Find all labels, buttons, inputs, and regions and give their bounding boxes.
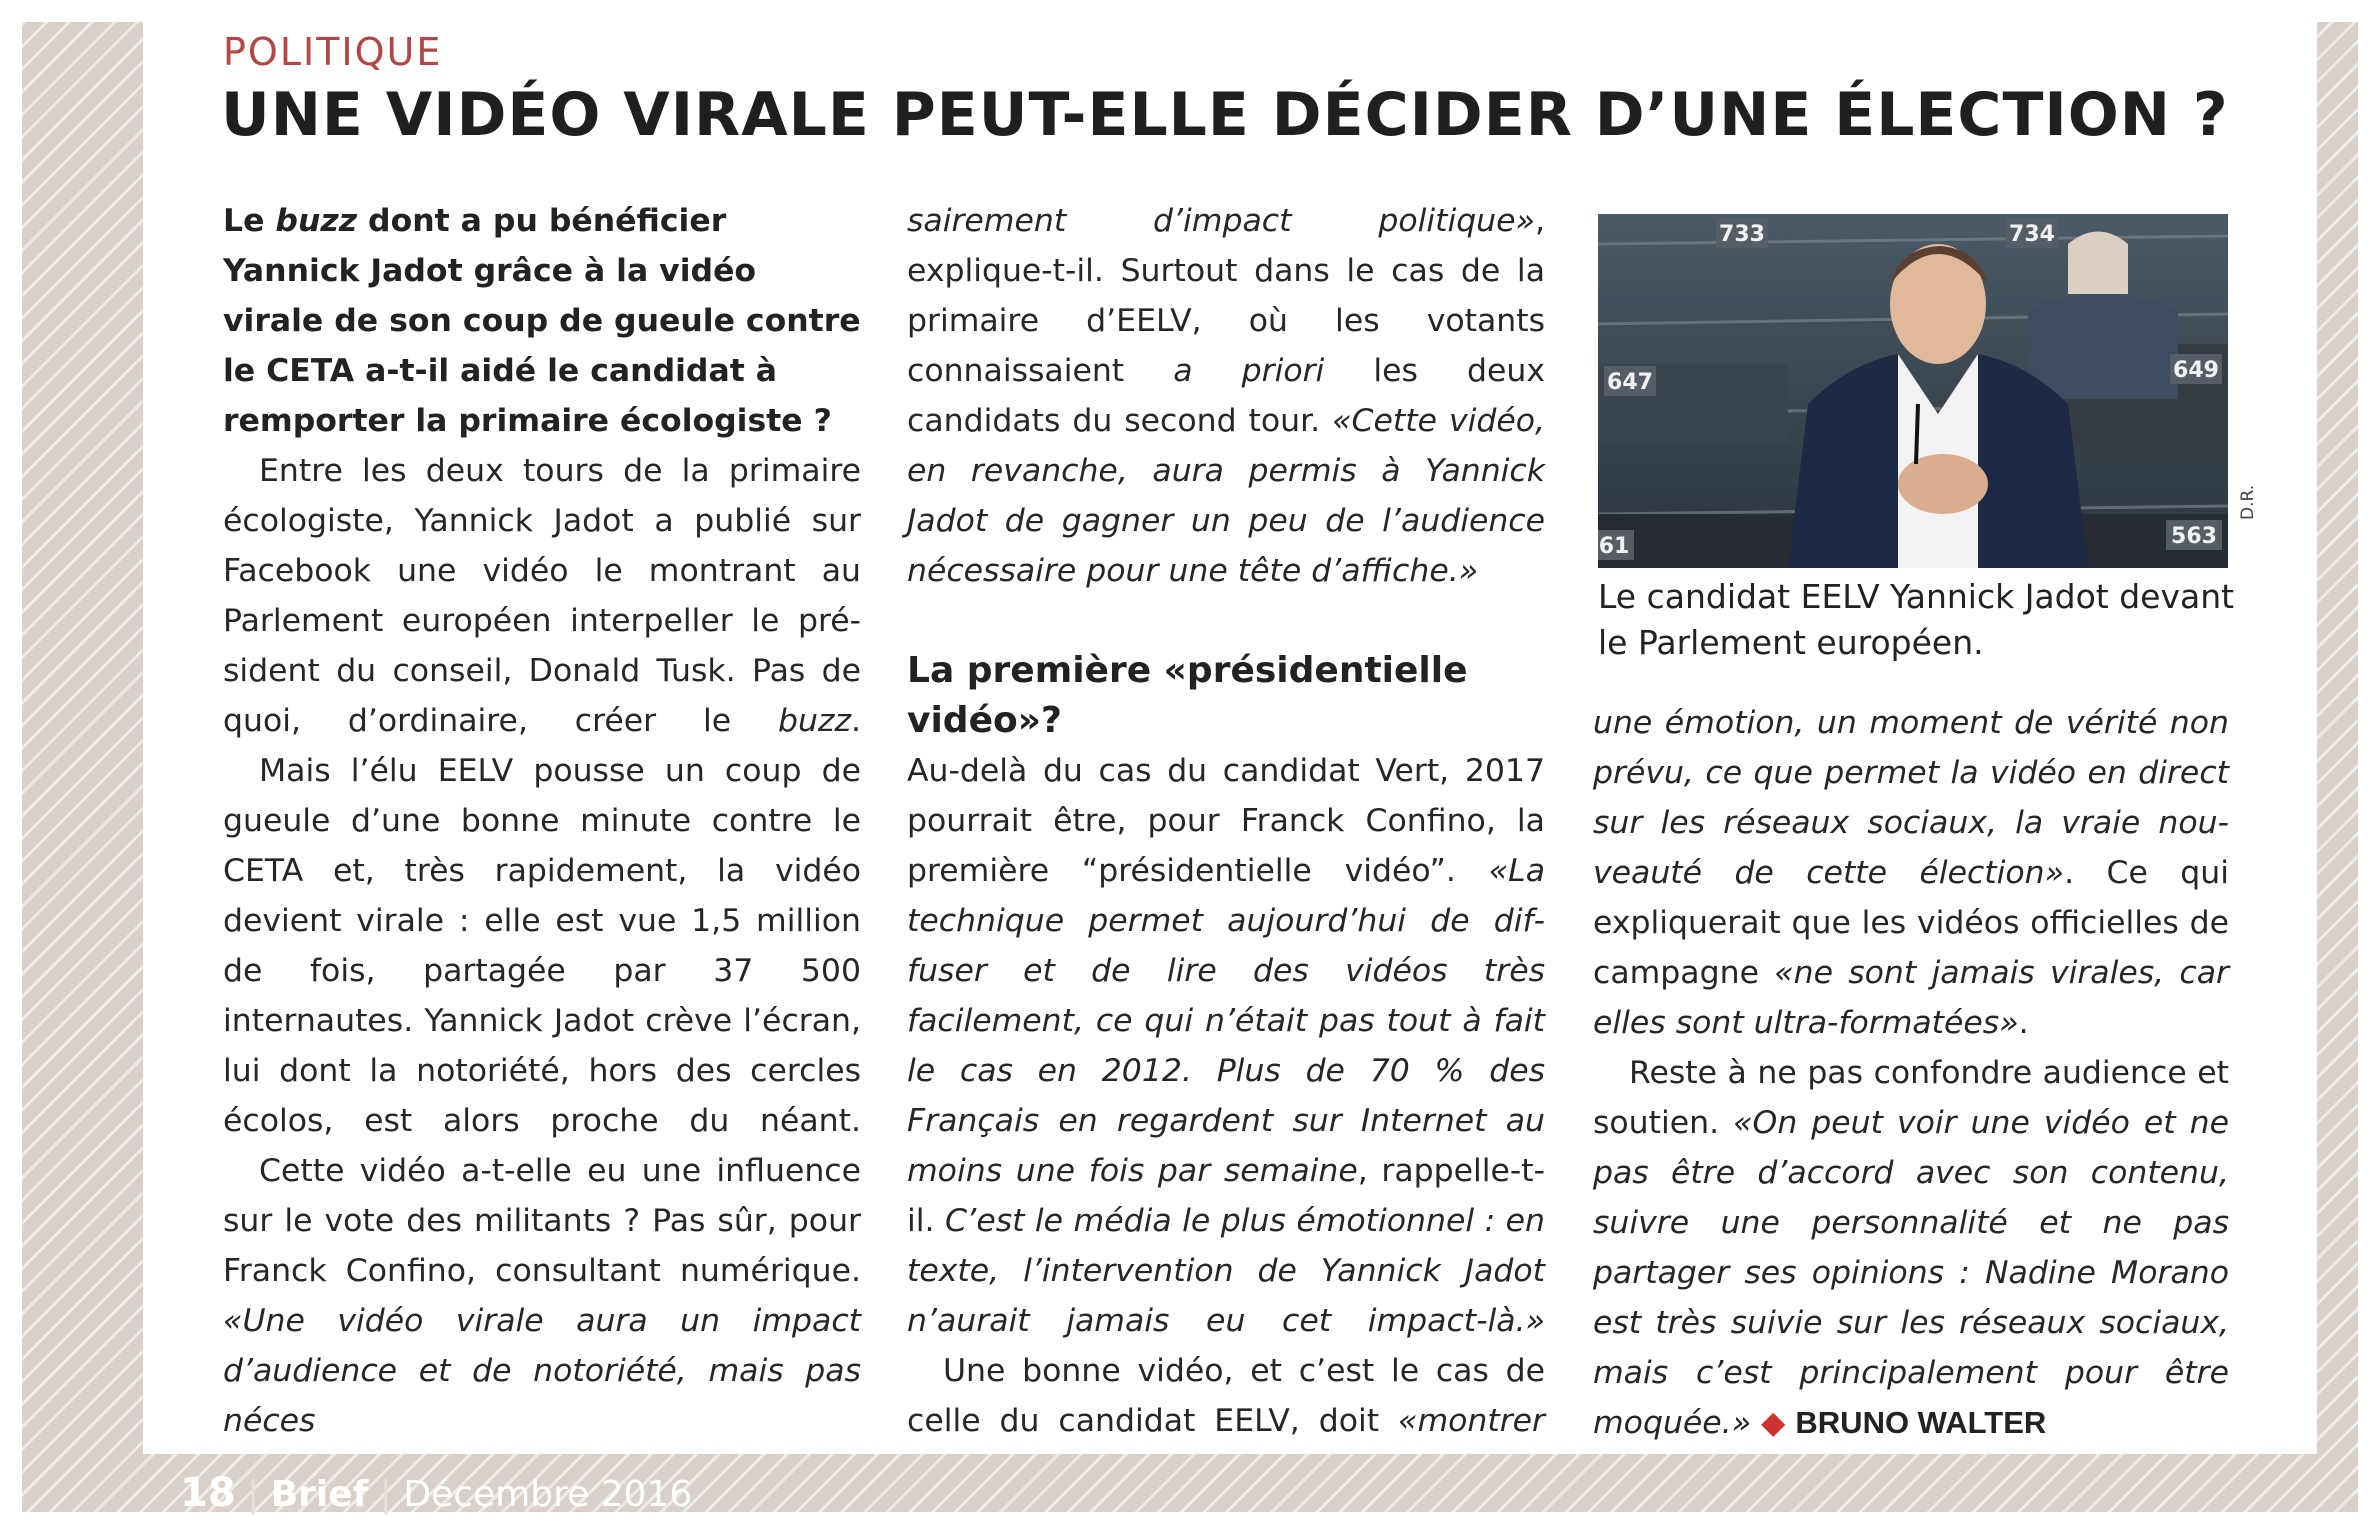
- article-subhead: La première «présidentielle vidéo»?: [907, 650, 1468, 741]
- paragraph-6: [1593, 1048, 2229, 1448]
- seat-number: 647: [1607, 370, 1653, 395]
- author-byline: BRUNO WALTER: [1795, 1405, 2047, 1440]
- paragraph-3-start: Cette vidéo a-t-elle eu une influence sur le vote des militants ? Pas sûr, pour Franck Confino, consultant numérique. «Une vidéo virale aura un impact d’audience et de notoriété, mais pas néces: [223, 1153, 861, 1439]
- seat-number: 733: [1719, 222, 1765, 247]
- paragraph-1: Entre les deux tours de la primaire écologiste, Yannick Jadot a publié sur Facebook une vidéo le montrant au Parlement européen interpeller le président du conseil, Donald Tusk. Pas de quoi, d’ordinaire, créer le buzz.: [223, 453, 861, 739]
- column-2: [907, 196, 1545, 1446]
- article-photo: [1598, 214, 2228, 568]
- page-number: 18: [180, 1470, 236, 1516]
- seat-number: 734: [2009, 222, 2055, 247]
- magazine-name: Brief: [270, 1474, 369, 1515]
- seat-number: 61: [1598, 534, 1630, 559]
- section-rubric: POLITIQUE: [223, 30, 443, 74]
- paragraph-6-text: Reste à ne pas confondre audience et soutien. «On peut voir une vidéo et ne pas être d’accord avec son contenu, suivre une personnalité et ne pas partager ses opinions : Nadine Morano est très suivie sur les réseaux sociaux, mais c’est principalement pour être moquée.»: [1593, 1055, 2229, 1441]
- issue-date: Décembre 2016: [403, 1474, 693, 1515]
- paragraph-4: Au-delà du cas du candidat Vert, 2017 pourrait être, pour Franck Confino, la première “présidentielle vidéo”. «La technique permet aujourd’hui de diffuser et de lire des vidéos très facilement, ce qui n’était pas tout à fait le cas en 2012. Plus de 70 % des Français en regardent sur Internet au moins une fois par semaine, rappelle-t-il. C’est le média le plus émotionnel : en texte, l’intervention de Yannick Jadot n’aurait jamais eu cet impact-là.»: [907, 753, 1546, 1339]
- article-headline: UNE VIDÉO VIRALE PEUT-ELLE DÉCIDER D’UNE ÉLECTION ?: [221, 80, 2229, 150]
- seat-number: 563: [2171, 524, 2217, 549]
- paragraph-3-end: sairement d’impact politique», explique-t-il. Surtout dans le cas de la primaire d’EELV, où les votants connaissaient a priori les deux candidats du second tour. «Cette vidéo, en revanche, aura permis à Yannick Jadot de gagner un peu de l’audience nécessaire pour une tête d’affiche.»: [907, 203, 1545, 589]
- seat-number: 649: [2173, 358, 2219, 383]
- paragraph-2: Mais l’élu EELV pousse un coup de gueule d’une bonne minute contre le CETA et, très rapidement, la vidéo devient virale : elle est vue 1,5 million de fois, partagée par 37 500 internautes. Yannick Jadot crève l’écran, lui dont la notoriété, hors des cercles écolos, est alors proche du néant.: [223, 753, 861, 1139]
- column-3: [1593, 698, 2229, 1448]
- page-footer: [180, 1470, 692, 1516]
- column-1: [223, 196, 861, 1446]
- paragraph-5-start: Une bonne vidéo, et c’est le cas de celle du candidat EELV, doit «montrer: [907, 1353, 1545, 1439]
- photo-credit: D.R.: [2238, 484, 2258, 520]
- footer-separator: |: [379, 1474, 404, 1515]
- article-lead: Le buzz dont a pu bénéficier Yannick Jadot grâce à la vidéo virale de son coup de gueule contre le CETA a-t-il aidé le candidat à remporter la primaire écologiste ?: [223, 203, 861, 439]
- paragraph-5-end: une émotion, un moment de vérité non prévu, ce que permet la vidéo en direct sur les réseaux sociaux, la vraie nouveauté de cette élection». Ce qui expliquerait que les vidéos officielles de campagne «ne sont jamais virales, car elles sont ultra-formatées».: [1593, 705, 2230, 1041]
- end-diamond-icon: ◆: [1761, 1405, 1786, 1441]
- footer-separator: |: [247, 1474, 271, 1515]
- parliament-photo: [1598, 214, 2228, 568]
- photo-caption: Le candidat EELV Yannick Jadot devant le Parlement européen.: [1598, 577, 2235, 662]
